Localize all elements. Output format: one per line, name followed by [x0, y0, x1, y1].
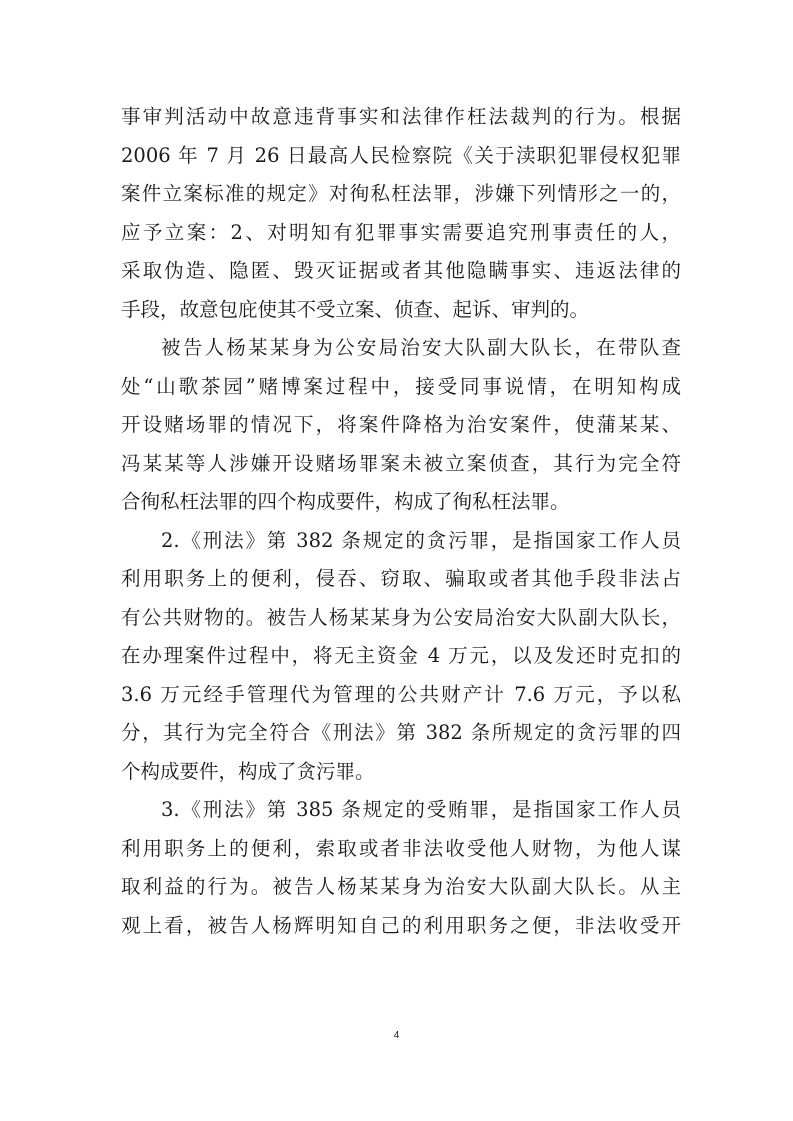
text-line: 取利益的行为。被告人杨某某身为治安大队副大队长。从主 — [121, 875, 681, 898]
text-line: 3.《刑法》第 385 条规定的受贿罪，是指国家工作人员 — [161, 798, 681, 821]
text-line: 有公共财物的。被告人杨某某身为公安局治安大队副大队长， — [121, 605, 681, 629]
text-line: 采取伪造、隐匿、毁灭证据或者其他隐瞒事实、违返法律的 — [121, 259, 681, 282]
text-line: 合徇私枉法罪的四个构成要件，构成了徇私枉法罪。 — [121, 490, 570, 513]
text-line: 利用职务上的便利，索取或者非法收受他人财物，为他人谋 — [121, 836, 681, 860]
text-line: 观上看，被告人杨辉明知自己的利用职务之便，非法收受开 — [121, 913, 681, 937]
text-line: 分，其行为完全符合《刑法》第 382 条所规定的贪污罪的四 — [121, 721, 681, 744]
text-line: 在办理案件过程中，将无主资金 4 万元，以及发还时克扣的 — [121, 644, 681, 667]
page-number: 4 — [393, 1030, 400, 1041]
text-line: 案件立案标准的规定》对徇私枉法罪，涉嫌下列情形之一的， — [121, 182, 681, 205]
text-line: 处“山歌茶园”赌博案过程中，接受同事说情，在明知构成 — [121, 374, 681, 398]
text-line: 冯某某等人涉嫌开设赌场罪案未被立案侦查，其行为完全符 — [121, 451, 681, 475]
text-line: 2.《刑法》第 382 条规定的贪污罪，是指国家工作人员 — [161, 528, 681, 552]
text-line: 事审判活动中故意违背事实和法律作枉法裁判的行为。根据 — [121, 105, 681, 128]
text-line: 3.6 万元经手管理代为管理的公共财产计 7.6 万元，予以私 — [121, 682, 681, 706]
text-line: 手段，故意包庇使其不受立案、侦查、起诉、审判的。 — [121, 297, 590, 321]
text-line: 2006 年 7 月 26 日最高人民检察院《关于渎职犯罪侵权犯罪 — [121, 143, 681, 167]
text-line: 被告人杨某某身为公安局治安大队副大队长，在带队查 — [161, 336, 681, 359]
text-line: 开设赌场罪的情况下，将案件降格为治安案件，使蒲某某、 — [121, 413, 681, 436]
body-text — [121, 98, 681, 945]
text-line: 个构成要件，构成了贪污罪。 — [121, 759, 375, 783]
text-line: 应予立案：2、对明知有犯罪事实需要追究刑事责任的人， — [121, 220, 681, 244]
text-line: 利用职务上的便利，侵吞、窃取、骗取或者其他手段非法占 — [121, 567, 681, 590]
